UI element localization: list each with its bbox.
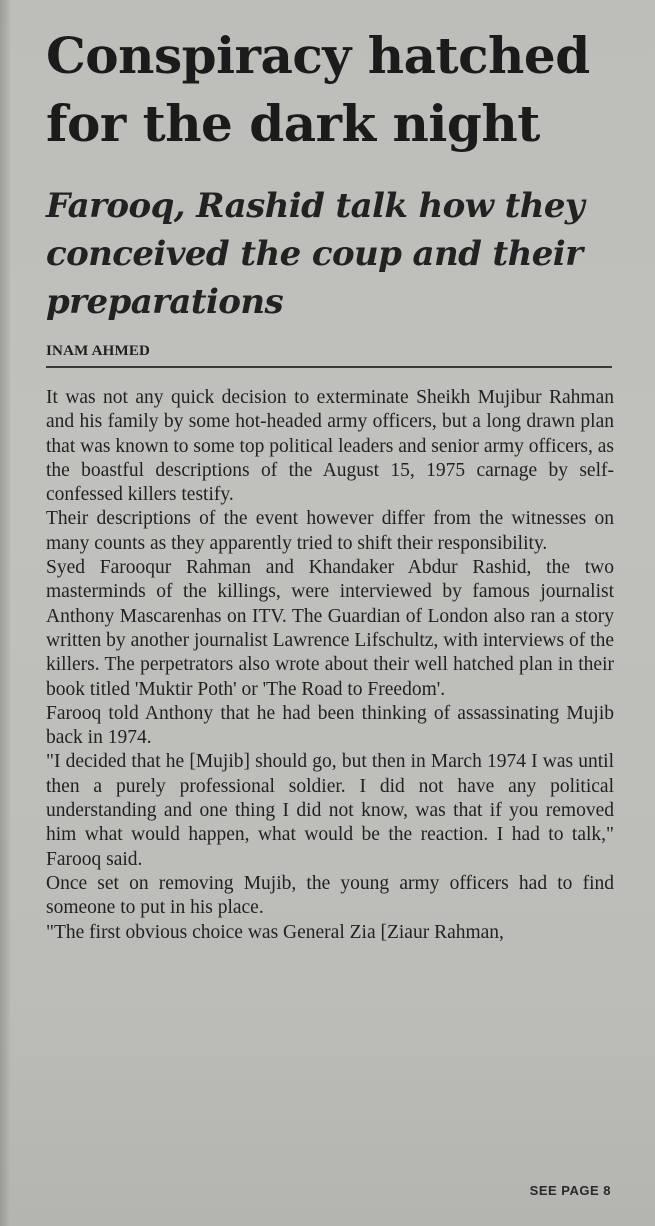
article-paragraph: Once set on removing Mujib, the young army officers had to find someone to put in his place. <box>46 872 614 919</box>
article-headline: Conspiracy hatched for the dark night <box>46 26 590 153</box>
page-edge-shadow <box>0 0 10 1226</box>
article-paragraph: Syed Farooqur Rahman and Khandaker Abdur Rashid, the two masterminds of the killings, were interviewed by famous journalist Anthony Mascarenhas on ITV. The Guardian of London also ran a story written by another journalist Lawrence Lifschultz, with interviews of the killers. The perpetrators also wrote about their well hatched plan in their book titled 'Muktir Poth' or 'The Road to Freedom'. <box>46 557 614 700</box>
article-paragraph: Farooq told Anthony that he had been thinking of assassinating Mujib back in 1974. <box>46 702 614 749</box>
article-paragraph: Their descriptions of the event however differ from the witnesses on many counts as they apparently tried to shift their responsibility. <box>46 508 614 554</box>
continuation-link[interactable]: SEE PAGE 8 <box>529 1183 611 1198</box>
article-paragraph: "I decided that he [Mujib] should go, but then in March 1974 I was until then a purely professional soldier. I did not have any political understanding and one thing I did not know, was that if you removed him what would happen, what would be the reaction. I had to talk," Farooq said. <box>46 751 614 870</box>
byline-divider <box>46 366 612 368</box>
article-body <box>46 386 614 945</box>
article-paragraph: It was not any quick decision to exterminate Sheikh Mujibur Rahman and his family by some hot-headed army officers, but a long drawn plan that was known to some top political leaders and senior army officers, as the boastful descriptions of the August 15, 1975 carnage by self-confessed killers testify. <box>46 387 614 506</box>
article-subheadline: Farooq, Rashid talk how they conceived the coup and their preparations <box>46 186 585 322</box>
article-byline: INAM AHMED <box>46 343 151 359</box>
article-paragraph: "The first obvious choice was General Zia [Ziaur Rahman, <box>46 921 504 943</box>
